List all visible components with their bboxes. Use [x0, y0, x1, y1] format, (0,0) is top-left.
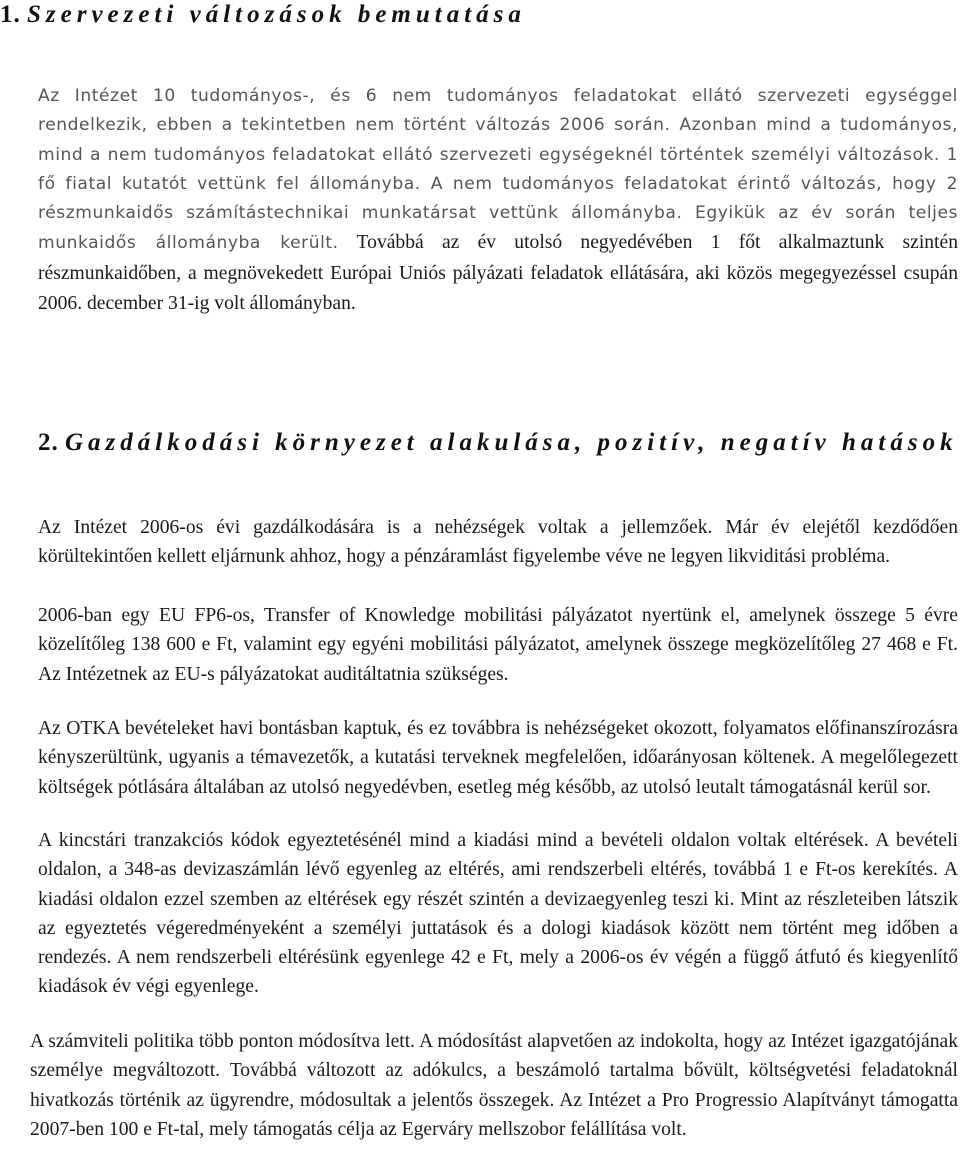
section-1-paragraph — [38, 82, 958, 319]
section-2-paragraph-2: 2006-ban egy EU FP6-os, Transfer of Knowledge mobilitási pályázatot nyertünk el, amelynek összege 5 évre közelítőleg 138 600 e Ft, valamint egy egyéni mobilitási pályázatot, amelynek összege megközelítőleg 27 468 e Ft. Az Intézetnek az EU-s pályázatokat auditáltatnia szükséges. — [38, 605, 958, 685]
section-2-paragraph-5: A számviteli politika több ponton módosítva lett. A módosítást alapvetően az indokolta, hogy az Intézet igazgatójának személye megváltozott. Továbbá változott az adókulcs, a beszámoló tartalma bővült, költségvetési feladatoknál hivatkozás történik az ügyrendre, módosultak a jelentős összegek. Az Intézet a Pro Progressio Alapítványt támogatta 2007-ben 100 e Ft-tal, mely támogatás célja az Egerváry mellszobor felállítása volt. — [30, 1031, 958, 1140]
section-1-title: Szervezeti változások bemutatása — [27, 1, 526, 28]
section-2-paragraph-4: A kincstári tranzakciós kódok egyeztetésénél mind a kiadási mind a bevételi oldalon voltak eltérések. A bevételi oldalon, a 348-as devizaszámlán lévő egyenleg az eltérés, ami rendszerbeli eltérés, továbbá 1 e Ft-os kerekítés. A kiadási oldalon ezzel szemben az eltérések egy részét szintén a devizaegyenleg teszi ki. Mint az részleteiben látszik az egyeztetés végeredményeként a személyi juttatások és a dologi kiadások között nem történt meg időben a rendezés. A nem rendszerbeli eltérésünk egyenlege 42 e Ft, mely a 2006-os év végén a függő átfutó és kiegyenlítő kiadások év végi egyenlege. — [38, 830, 958, 998]
section-1-number: 1. — [0, 1, 21, 28]
section-2-paragraph-3: Az OTKA bevételeket havi bontásban kaptuk, és ez továbbra is nehézségeket okozott, folyamatos előfinanszírozásra kényszerültünk, ugyanis a témavezetők, a kutatási terveknek megfelelően, időarányosan költenek. A megelőlegezett költségek pótlására általában az utolsó negyedévben, esetleg még később, az utolsó leutalt támogatásnál kerül sor. — [38, 718, 958, 798]
section-1-paragraph-dark-text: Továbbá az év utolsó negyedévében 1 főt alkalmaztunk szintén részmunkaidőben, a megnövekedett Európai Uniós pályázati feladatok ellátására, aki közös megegyezéssel csupán 2006. december 31-ig volt állományban. — [38, 232, 958, 315]
section-2-paragraph-1: Az Intézet 2006-os évi gazdálkodására is a nehézségek voltak a jellemzőek. Már év elejétől kezdődően körültekintően kellett eljárnunk ahhoz, hogy a pénzáramlást figyelembe véve ne legyen likviditási probléma. — [38, 517, 958, 568]
section-2-number: 2. — [38, 429, 59, 456]
section-1-paragraph-muted-text: Az Intézet 10 tudományos-, és 6 nem tudományos feladatokat ellátó szervezeti egységgel rendelkezik, ebben a tekintetben nem történt változás 2006 során. Azonban mind a tudományos, mind a nem tudományos feladatokat ellátó szervezeti egységeknél történtek személyi változások. 1 fő fiatal kutatót vettünk fel állományba. A nem tudományos feladatokat érintő változás, hogy 2 részmunkaidős számítástechnikai munkatársat vettünk állományba. Egyikük az év során teljes munkaidős állományba került. — [38, 86, 958, 254]
section-2-heading — [38, 428, 958, 458]
section-1-heading — [0, 0, 526, 30]
section-2-title: Gazdálkodási környezet alakulása, pozitív, negatív hatások — [65, 429, 958, 456]
